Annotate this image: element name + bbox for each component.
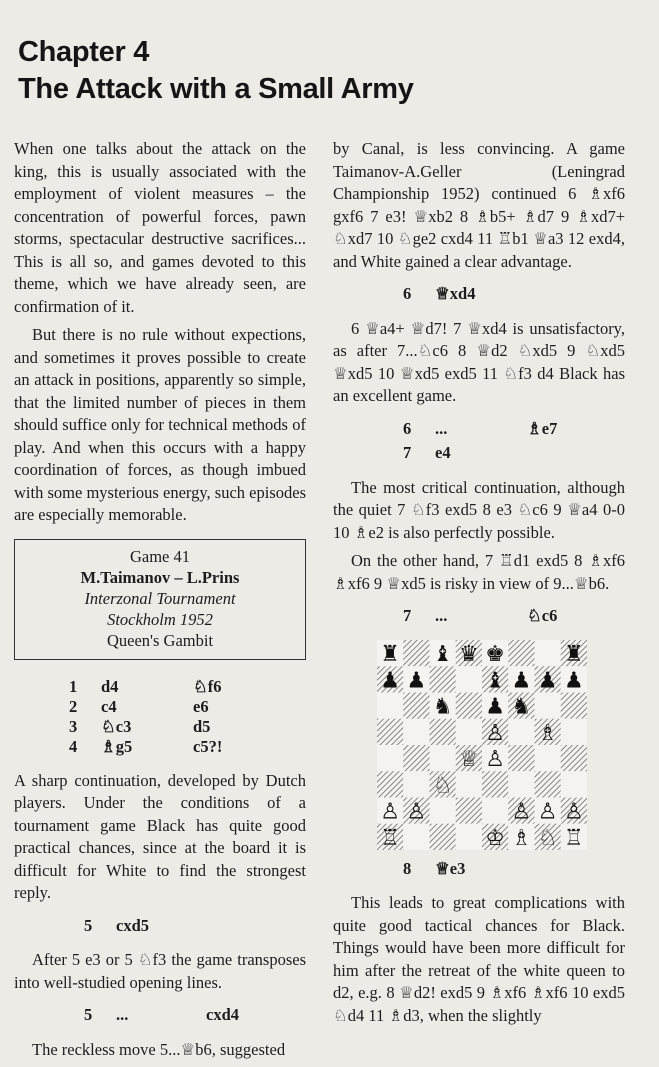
light-square xyxy=(482,797,508,823)
white-pawn-icon: ♙ xyxy=(380,799,400,824)
move-row: 4 ♗g5 c5?! xyxy=(69,737,223,757)
black-bishop-icon: ♝ xyxy=(432,641,453,667)
black-pawn-icon: ♟ xyxy=(564,667,584,693)
white-pawn-icon: ♙ xyxy=(537,799,558,824)
left-column xyxy=(14,138,306,1067)
light-square xyxy=(535,640,561,666)
dark-square xyxy=(535,771,561,797)
white-queen-icon: ♕ xyxy=(459,746,479,772)
commentary-paragraph-9: On the other hand, 7 ♖d1 exd5 8 ♗xf6 ♗xf6 9 ♕xd5 is risky in view of 9...♕b6. xyxy=(333,551,625,593)
dark-square xyxy=(508,745,534,771)
light-square xyxy=(430,745,456,771)
chess-diagram xyxy=(377,640,587,850)
white-king-icon: ♔ xyxy=(485,825,505,850)
light-square xyxy=(535,692,561,718)
game-players: M.Taimanov – L.Prins xyxy=(80,567,240,587)
light-square xyxy=(403,823,429,849)
white-pawn-icon: ♙ xyxy=(406,799,427,824)
light-square xyxy=(456,823,482,849)
move-5-white: 5 cxd5 xyxy=(84,915,149,935)
dark-square xyxy=(482,771,508,797)
light-square xyxy=(377,745,403,771)
move-6-white: 6 ♕xd4 xyxy=(403,284,476,303)
light-square xyxy=(456,771,482,797)
white-pawn-icon: ♙ xyxy=(511,799,532,824)
black-queen-icon: ♛ xyxy=(459,641,479,667)
move-6-black: 6 ... ♗e7 xyxy=(403,418,558,438)
commentary-paragraph-10: This leads to great complications with quite good tactical chances for Black. Things would have been more difficult for him after the retreat of the white queen to d2, e.g. 8 ♕d2! exd5 9 ♗xf6 ♗xf6 10 exd5 ♘d4 11 ♗d3, when the slightly xyxy=(333,893,625,1025)
light-square xyxy=(561,771,587,797)
game-event: Interzonal Tournament xyxy=(84,588,236,608)
commentary-paragraph-4: After 5 e3 or 5 ♘f3 the game transposes into well-studied opening lines. xyxy=(14,950,306,992)
move-row: 1 d4 ♘f6 xyxy=(69,677,222,697)
intro-paragraph-2: But there is no rule without expections, and sometimes it proves possible to create an attack in positions, apparently so simple, that the limited number of pieces in them should suffice only for technical methods of play. And when this occurs with a happy coordination of forces, as though imbued with some mysterious energy, such episodes are especially memorable. xyxy=(14,325,306,524)
white-knight-icon: ♘ xyxy=(537,825,558,850)
light-square xyxy=(403,771,429,797)
chapter-number: Chapter 4 xyxy=(18,36,150,68)
move-row: 3 ♘c3 d5 xyxy=(69,717,211,737)
dark-square xyxy=(403,640,429,666)
dark-square xyxy=(430,823,456,849)
chapter-heading xyxy=(18,34,458,108)
commentary-paragraph-8: The most critical continuation, although the quiet 7 ♘f3 exd5 8 e3 ♘c6 9 ♕a4 0-0 10 ♗e2 is also perfectly possible. xyxy=(333,477,625,542)
light-square xyxy=(535,745,561,771)
white-pawn-icon: ♙ xyxy=(564,799,584,824)
black-bishop-icon: ♝ xyxy=(485,667,505,693)
dark-square xyxy=(456,797,482,823)
light-square xyxy=(508,718,534,744)
dark-square xyxy=(403,745,429,771)
light-square xyxy=(377,692,403,718)
game-opening: Queen's Gambit xyxy=(106,630,214,650)
black-pawn-icon: ♟ xyxy=(537,667,558,693)
light-square xyxy=(561,718,587,744)
black-rook-icon: ♜ xyxy=(380,641,400,667)
white-rook-icon: ♖ xyxy=(564,825,584,850)
black-pawn-icon: ♟ xyxy=(511,667,532,693)
dark-square xyxy=(561,745,587,771)
light-square xyxy=(456,666,482,692)
black-pawn-icon: ♟ xyxy=(380,667,400,693)
dark-square xyxy=(430,718,456,744)
light-square xyxy=(403,718,429,744)
black-king-icon: ♚ xyxy=(485,641,505,667)
game-number: Game 41 xyxy=(129,546,191,566)
white-bishop-icon: ♗ xyxy=(511,825,532,850)
black-pawn-icon: ♟ xyxy=(406,667,427,693)
move-row: 2 c4 e6 xyxy=(69,697,209,717)
dark-square xyxy=(377,718,403,744)
light-square xyxy=(508,771,534,797)
white-knight-icon: ♘ xyxy=(432,772,453,798)
dark-square xyxy=(561,692,587,718)
opening-moves xyxy=(69,678,306,758)
game-place: Stockholm 1952 xyxy=(107,609,213,629)
black-rook-icon: ♜ xyxy=(564,641,584,667)
chess-board-svg xyxy=(377,640,587,850)
game-header-box xyxy=(14,539,306,660)
move-7-white: 7 e4 xyxy=(403,443,451,462)
black-knight-icon: ♞ xyxy=(511,694,532,719)
dark-square xyxy=(456,692,482,718)
white-bishop-icon: ♗ xyxy=(537,720,558,746)
dark-square xyxy=(377,771,403,797)
light-square xyxy=(456,718,482,744)
light-square xyxy=(430,797,456,823)
black-pawn-icon: ♟ xyxy=(485,694,505,719)
move-7-black: 7 ... ♘c6 xyxy=(403,606,558,625)
commentary-paragraph-6: by Canal, is less convincing. A game Taimanov-A.Geller (Leningrad Championship 1952) continued 6 ♗xf6 gxf6 7 e3! ♕xb2 8 ♗b5+ ♗d7 9 ♗xd7+ ♘xd7 10 ♘ge2 cxd4 11 ♖b1 ♕a3 12 exd4, and White gained a clear advantage. xyxy=(333,139,625,271)
right-column xyxy=(333,138,625,1033)
black-knight-icon: ♞ xyxy=(432,694,453,719)
chapter-title: The Attack with a Small Army xyxy=(18,73,414,105)
commentary-paragraph-7: 6 ♕a4+ ♕d7! 7 ♕xd4 is unsatisfactory, as after 7...♘c6 8 ♕d2 ♘xd5 9 ♘xd5 ♕xd5 10 ♕xd5 exd5 11 ♘f3 d4 Black has an excellent game. xyxy=(333,318,625,405)
white-rook-icon: ♖ xyxy=(380,825,400,850)
move-5-black: 5 ... cxd4 xyxy=(84,1005,239,1024)
dark-square xyxy=(508,640,534,666)
white-pawn-icon: ♙ xyxy=(485,746,505,772)
intro-paragraph-1: When one talks about the attack on the king, this is usually associated with the employment of violent measures – the concentration of powerful forces, pawn storms, spectacular destructive sacrifices... This is all so, and games devoted to this theme, which we have already seen, are confirmation of it. xyxy=(14,139,306,316)
commentary-paragraph-3: A sharp continuation, developed by Dutch players. Under the conditions of a tournament game Black has quite good practical chances, since at the board it is difficult for White to find the strongest reply. xyxy=(14,770,306,902)
dark-square xyxy=(403,692,429,718)
white-pawn-icon: ♙ xyxy=(485,720,505,746)
commentary-paragraph-5: The reckless move 5...♕b6, suggested xyxy=(32,1039,286,1059)
dark-square xyxy=(430,666,456,692)
move-8-white: 8 ♕e3 xyxy=(403,858,466,878)
